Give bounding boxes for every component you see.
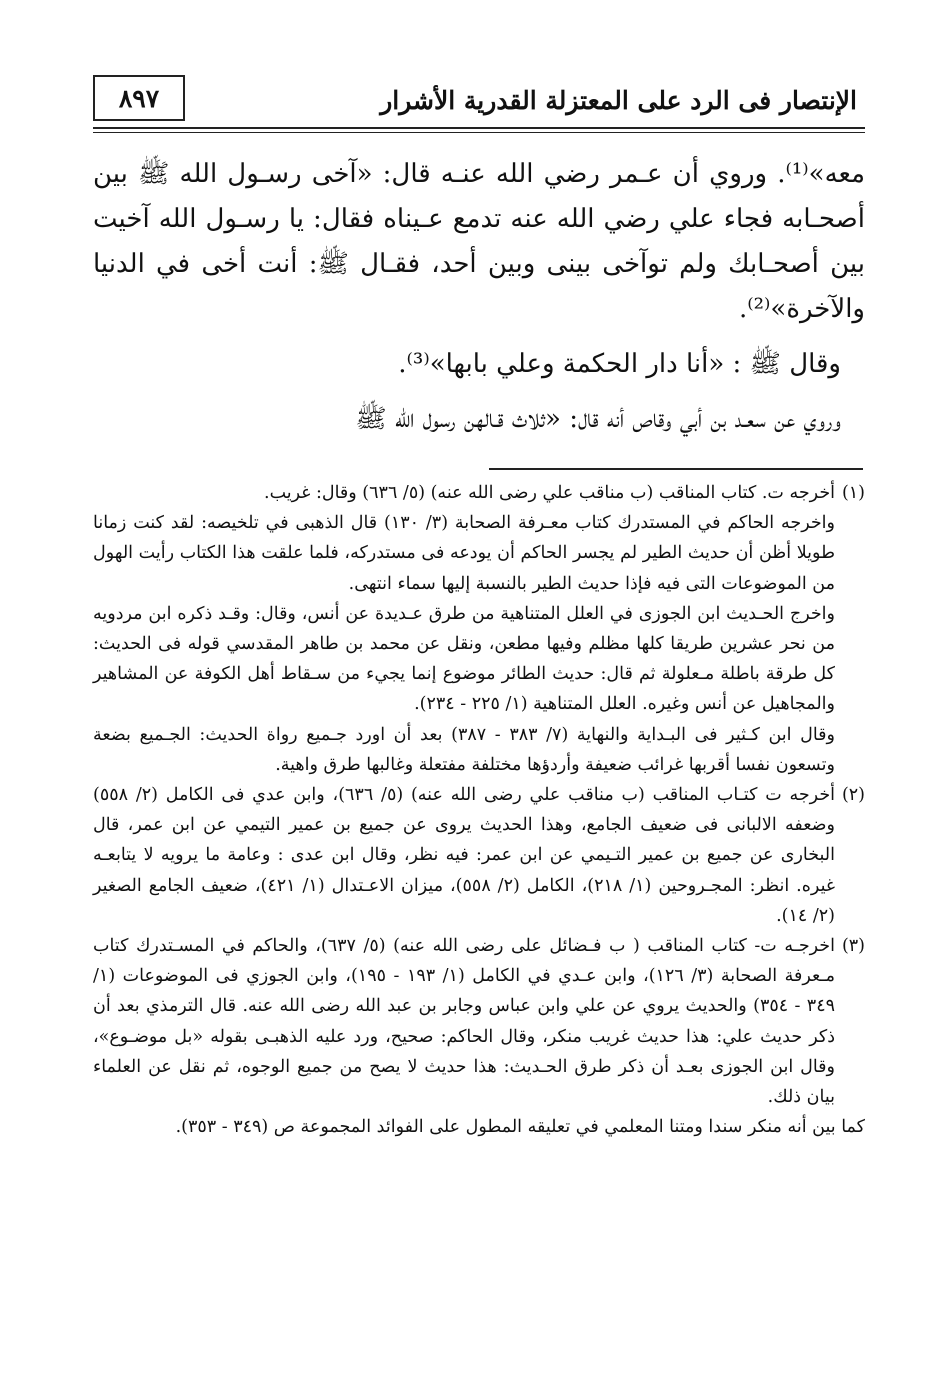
footnote-3-number: (٣) (841, 936, 865, 957)
main-text (93, 152, 865, 442)
footnote-1-paragraph-1: واخرجه الحاكم في المستدرك كتاب معـرفة الصحابة (٣/ ١٣٠) قال الذهبى في تلخيصه: لقد كنت زمانا طويلا أظن أن حديث الطير لم يجسر الحاكم أن يودعه فى مستدركه، فلما علقت هذا الكتاب رأيت الهول من الموضوعات التى فيه فإذا حديث الطير بالنسبة إليها سماء انتهى. (93, 513, 835, 594)
footnote-3 (93, 931, 865, 1112)
header-rule-thin (93, 132, 865, 133)
page-number: ٨٩٧ (118, 83, 160, 113)
footnote-2-text: أخرجه ت كتـاب المناقب (ب مناقب علي رضى الله عنه) (٥/ ٦٣٦)، وابن عدي فى الكامل (٢/ ٥٥٨) وضعفه الالبانى فى ضعيف الجامع، وهذا الحديث يروى عن جميع بن عمير التيمي عن ابن عمر، قال البخارى عن جميع بن عمير التـيمي عن ابن عمر: فيه نظر، وقال ابن عدى : وعامة ما يرويه لا يتابعـه غيره. انظر: المجـروحين (١/ ٢١٨)، الكامل (٢/ ٥٥٨)، ميزان الاعـتدال (١/ ٤٢١)، ضعيف الجامع الصغير (٢/ ١٤). (93, 785, 836, 926)
footnote-2 (93, 780, 865, 931)
footnote-separator (489, 468, 863, 470)
footnote-3-paragraph-1: كما بين أنه منكر سندا ومتنا المعلمي في تعليقه المطول على الفوائد المجموعة ص (٣٤٩ - ٣٥٣). (175, 1117, 865, 1138)
footnotes (93, 478, 865, 1142)
running-header-title: الإنتصار فى الرد على المعتزلة القدرية الأشرار (380, 86, 857, 115)
main-paragraph-2: وقال ﷺ : «أنا دار الحكمة وعلي بابها»⁽³⁾. (398, 349, 841, 379)
main-paragraph-1: معه»⁽¹⁾. وروي أن عـمر رضي الله عنـه قال: «آخى رسـول الله ﷺ بين أصحـابه فجاء علي رضي الله عنه تدمع عـيناه فقال: يا رسـول الله آخيت بين أصحـابك ولم توآخى بينى وبين أحد، فقـال ﷺ: أنت أخى في الدنيا والآخرة»⁽²⁾. (93, 159, 865, 324)
footnote-2-number: (٢) (841, 785, 865, 806)
footnote-1-paragraph-2: واخرج الحـديث ابن الجوزى في العلل المتناهية من طرق عـديدة عن أنس، وقال: وقـد ذكره ابن مردويه من نحر عشرين طريقا كلها مظلم وفيها مطعن، ونقل عن محمد بن طاهر المقدسي قوله فى الحديث: كل طرقة باطلة مـعلولة ثم قال: حديث الطائر موضوع إنما يجيء من سـقاط أهل الكوفة عن المشاهير والمجاهيل عن أنس وغيره. العلل المتناهية (١/ ٢٢٥ - ٢٣٤). (93, 603, 835, 715)
footnote-1-number: (١) (841, 483, 865, 503)
header-rule (93, 127, 865, 129)
footnote-1 (93, 478, 865, 508)
footnote-1-text: أخرجه ت. كتاب المناقب (ب مناقب علي رضى الله عنه) (٥/ ٦٣٦) وقال: غريب. (264, 483, 835, 503)
main-paragraph-3: وروي عن سعـد بن أبي وقاص أنه قال: «ثلاث قـالهن رسول الله ﷺ (355, 404, 841, 434)
footnote-3-text: اخرجـه ت- كتاب المناقب ( ب فـضائل على رضى الله عنه) (٥/ ٦٣٧)، والحاكم في المسـتدرك كتاب مـعرفة الصحابة (٣/ ١٢٦)، وابن عـدي في الكامل (١/ ١٩٣ - ١٩٥)، وابن الجوزي فى الموضوعات (١/ ٣٤٩ - ٣٥٤) والحديث يروي عن علي وابن عباس وجابر بن عبد الله رضى الله عنه. قال الترمذي بعد أن ذكر حديث علي: هذا حديث غريب منكر، وقال الحاكم: صحيح، ورد عليه الذهبـى بقوله «بل موضـوع»، وقال ابن الجوزى بعـد أن ذكر طرق الحـديث: هذا حديث لا يصح من جميع الوجوه، ثم نقل عن العلماء بيان ذلك. (93, 936, 835, 1108)
page-number-box (93, 75, 185, 121)
footnote-1-paragraph-3: وقال ابن كـثير فى البـداية والنهاية (٧/ ٣٨٣ - ٣٨٧) بعد أن اورد جـميع رواة الحديث: الجـميع بضعة وتسعون نفسا أقربها غرائب ضعيفة وأردؤها مختلفة مفتعلة وغالبها طرق واهية. (93, 724, 835, 775)
